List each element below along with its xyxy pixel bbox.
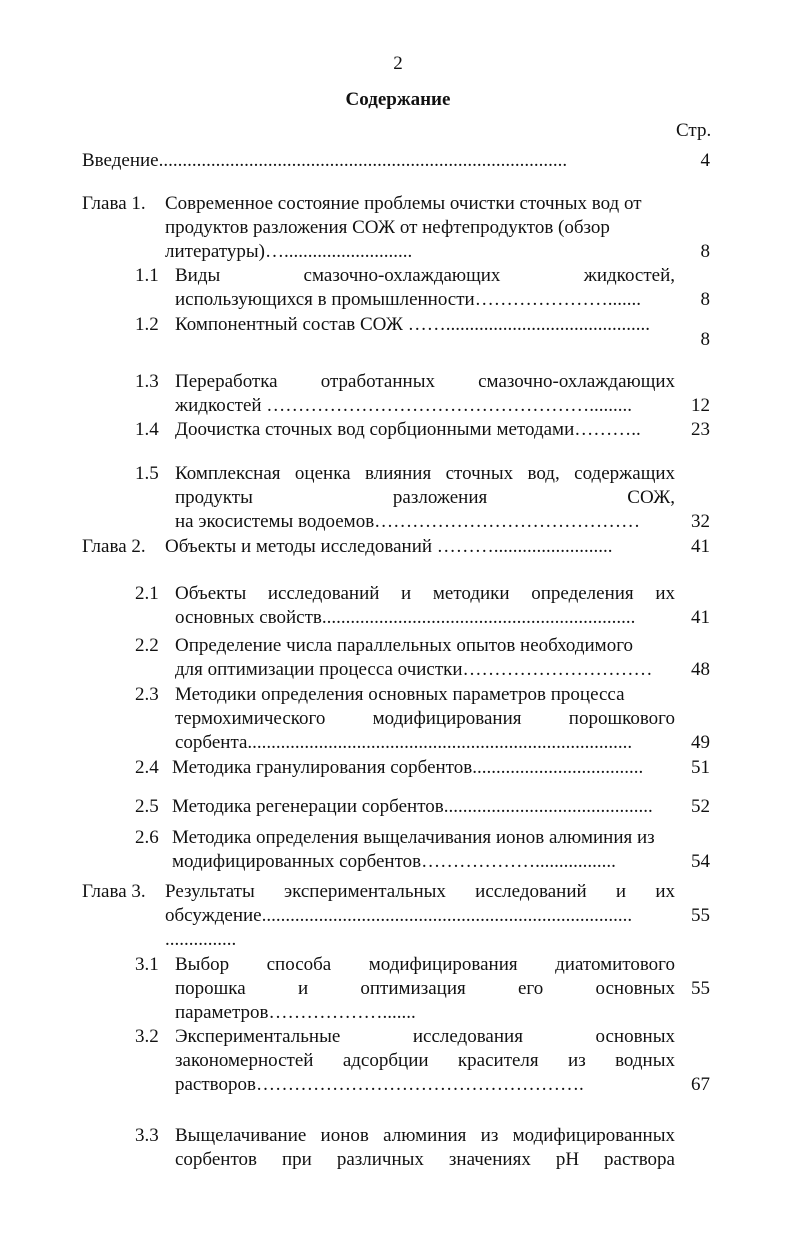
toc-entry-text: параметров………………....... (175, 1002, 416, 1023)
section-number: 2.4 (135, 757, 159, 778)
toc-entry-text: термохимического модифицирования порошкового (175, 708, 675, 729)
toc-entry-text: Объекты и методы исследований ………......................... (165, 536, 613, 557)
toc-entry-text: использующихся в промышленности…………………....... (175, 289, 641, 310)
section-number: 2.1 (135, 583, 159, 604)
toc-page-number: 49 (691, 732, 710, 753)
toc-entry-text: закономерностей адсорбции красителя из водных (175, 1050, 675, 1071)
toc-entry-text: порошка и оптимизация его основных (175, 978, 675, 999)
section-number: 3.3 (135, 1125, 159, 1146)
toc-page-number: 67 (691, 1074, 710, 1095)
section-number: 2.6 (135, 827, 159, 848)
toc-entry-text: на экосистемы водоемов…………………………………… (175, 511, 641, 532)
toc-page-number: 8 (700, 241, 710, 262)
toc-page-number: 48 (691, 659, 710, 680)
toc-entry-text: Компонентный состав СОЖ ……........................................... (175, 314, 650, 335)
toc-page-number: 54 (691, 851, 710, 872)
toc-entry-text: продуктов разложения СОЖ от нефтепродуктов (обзор (165, 217, 610, 238)
toc-page-number: 23 (691, 419, 710, 440)
toc-entry-text: сорбентов при различных значениях pH раствора (175, 1149, 675, 1170)
toc-entry-text: Результаты экспериментальных исследований и их (165, 881, 675, 902)
page-number: 2 (393, 53, 403, 74)
toc-page-number: 12 (691, 395, 710, 416)
section-number: 3.1 (135, 954, 159, 975)
toc-entry-text: для оптимизации процесса очистки………………………… (175, 659, 653, 680)
section-number: 1.1 (135, 265, 159, 286)
section-number: 2.5 (135, 796, 159, 817)
chapter-label: Глава 1. (82, 193, 146, 214)
page-column-header: Стр. (676, 120, 712, 141)
toc-page-number: 52 (691, 796, 710, 817)
toc-entry-text: Методика регенерации сорбентов............................................ (172, 796, 653, 817)
toc-entry-text: Введение...................................................................................... (82, 150, 568, 171)
toc-entry-text: Виды смазочно-охлаждающих жидкостей, (175, 265, 675, 286)
toc-entry-text: модифицированных сорбентов………………................. (172, 851, 616, 872)
toc-page-number: 41 (691, 607, 710, 628)
toc-entry-text: Выбор способа модифицирования диатомитового (175, 954, 675, 975)
toc-entry-text: ............... (165, 929, 237, 950)
toc-entry-text: сорбента................................................................................. (175, 732, 633, 753)
toc-entry-text: продукты разложения СОЖ, (175, 487, 675, 508)
toc-entry-text: Комплексная оценка влияния сточных вод, содержащих (175, 463, 675, 484)
toc-page-number: 8 (700, 329, 710, 350)
toc-entry-text: обсуждение.............................................................................. (165, 905, 633, 926)
toc-page-number: 8 (700, 289, 710, 310)
section-number: 1.2 (135, 314, 159, 335)
toc-entry-text: Методики определения основных параметров процесса (175, 684, 625, 705)
section-number: 2.2 (135, 635, 159, 656)
toc-entry-text: растворов……………………………………………. (175, 1074, 584, 1095)
chapter-label: Глава 3. (82, 881, 146, 902)
section-number: 1.5 (135, 463, 159, 484)
toc-page-number: 55 (691, 905, 710, 926)
toc-page-number: 32 (691, 511, 710, 532)
toc-entry-text: Экспериментальные исследования основных (175, 1026, 675, 1047)
toc-entry-text: литературы)…........................... (165, 241, 413, 262)
section-number: 2.3 (135, 684, 159, 705)
section-number: 3.2 (135, 1026, 159, 1047)
toc-entry-text: жидкостей ……………………………………………......... (175, 395, 633, 416)
section-number: 1.3 (135, 371, 159, 392)
toc-entry-text: Доочистка сточных вод сорбционными методами……….. (175, 419, 641, 440)
section-number: 1.4 (135, 419, 159, 440)
toc-page-number: 4 (700, 150, 710, 171)
toc-entry-text: Методика гранулирования сорбентов.................................... (172, 757, 644, 778)
toc-page-number: 55 (691, 978, 710, 999)
toc-page-number: 51 (691, 757, 710, 778)
toc-page-number: 41 (691, 536, 710, 557)
toc-entry-text: Современное состояние проблемы очистки сточных вод от (165, 193, 642, 214)
toc-entry-text: Методика определения выщелачивания ионов алюминия из (172, 827, 655, 848)
toc-entry-text: Определение числа параллельных опытов необходимого (175, 635, 634, 656)
page-title: Содержание (345, 89, 451, 110)
toc-entry-text: Переработка отработанных смазочно-охлаждающих (175, 371, 675, 392)
chapter-label: Глава 2. (82, 536, 146, 557)
toc-entry-text: основных свойств.................................................................. (175, 607, 636, 628)
toc-entry-text: Выщелачивание ионов алюминия из модифицированных (175, 1125, 675, 1146)
toc-entry-text: Объекты исследований и методики определения их (175, 583, 675, 604)
